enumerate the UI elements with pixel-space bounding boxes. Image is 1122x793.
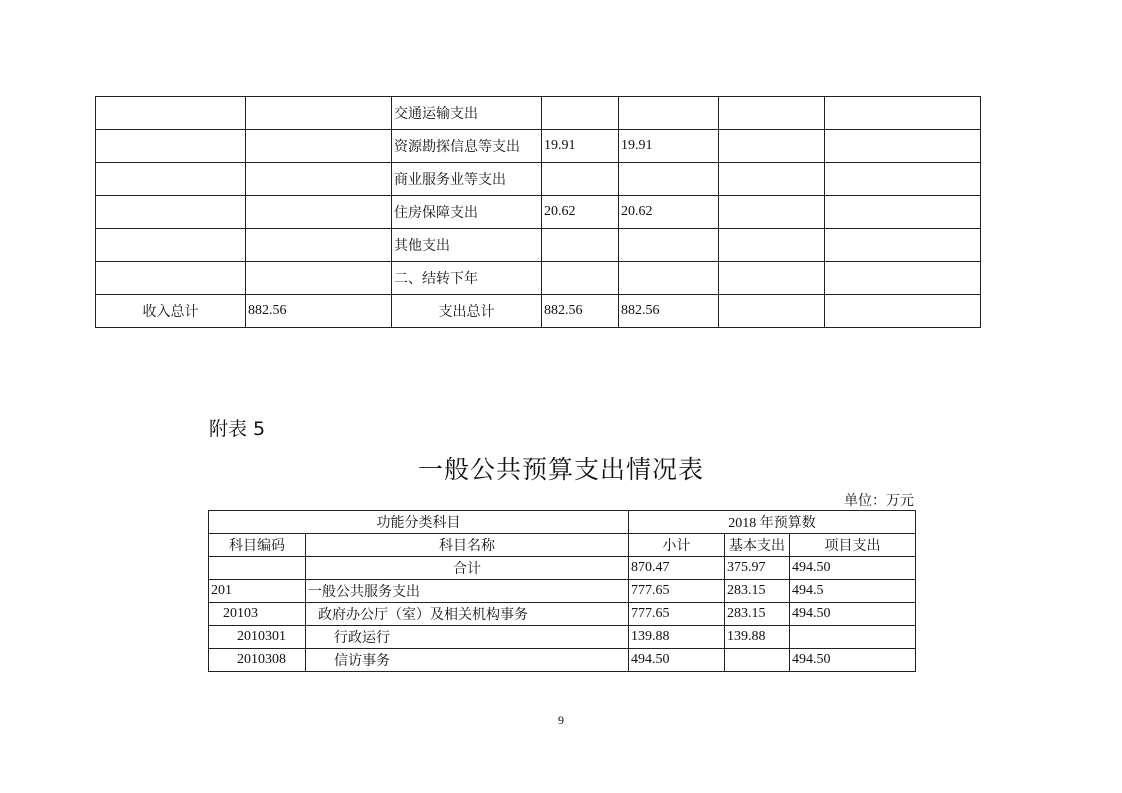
functional-classification-header: 功能分类科目 (209, 511, 629, 534)
row-basic (725, 649, 790, 672)
row-project: 494.50 (790, 603, 916, 626)
table-cell (719, 262, 825, 295)
table-cell (542, 262, 619, 295)
table-cell (825, 295, 981, 328)
row-basic: 139.88 (725, 626, 790, 649)
table-cell (619, 229, 719, 262)
table-cell (719, 196, 825, 229)
table-cell (619, 97, 719, 130)
row-subtotal: 494.50 (629, 649, 725, 672)
row-name: 行政运行 (306, 626, 629, 649)
col-header-code: 科目编码 (209, 534, 306, 557)
row-subtotal: 139.88 (629, 626, 725, 649)
table-cell (96, 229, 246, 262)
table-cell (719, 295, 825, 328)
row-code: 2010301 (209, 626, 306, 649)
row-code: 201 (209, 580, 306, 603)
table-cell (96, 97, 246, 130)
page-title: 一般公共预算支出情况表 (417, 455, 704, 484)
table-cell (825, 97, 981, 130)
total-subtotal: 870.47 (629, 557, 725, 580)
table-row (209, 649, 916, 672)
budget-year-header: 2018 年预算数 (629, 511, 916, 534)
row-subtotal: 777.65 (629, 580, 725, 603)
table-cell (825, 163, 981, 196)
header-group-row (209, 511, 916, 534)
table-row (96, 130, 981, 163)
table-cell: 资源勘探信息等支出 (392, 130, 542, 163)
table-cell (246, 262, 392, 295)
annex-label: 附表 5 (209, 418, 266, 440)
table-cell: 19.91 (619, 130, 719, 163)
row-basic: 283.15 (725, 603, 790, 626)
table-cell: 商业服务业等支出 (392, 163, 542, 196)
table-cell: 20.62 (542, 196, 619, 229)
page-number: 9 (558, 713, 564, 727)
table-cell (825, 130, 981, 163)
expense-total-value-2: 882.56 (619, 295, 719, 328)
table-cell (825, 196, 981, 229)
total-project: 494.50 (790, 557, 916, 580)
table-row (96, 163, 981, 196)
table-cell (542, 163, 619, 196)
table-cell (619, 163, 719, 196)
row-basic: 283.15 (725, 580, 790, 603)
col-header-basic: 基本支出 (725, 534, 790, 557)
table-cell: 19.91 (542, 130, 619, 163)
table-cell (542, 97, 619, 130)
col-header-project: 项目支出 (790, 534, 916, 557)
row-name: 政府办公厅（室）及相关机构事务 (306, 603, 629, 626)
table-cell (719, 130, 825, 163)
table-cell (719, 229, 825, 262)
income-expense-summary-table (95, 96, 981, 328)
table-cell (825, 229, 981, 262)
column-header-row (209, 534, 916, 557)
table-cell (96, 196, 246, 229)
table-row (209, 626, 916, 649)
table-cell (825, 262, 981, 295)
table-cell (246, 130, 392, 163)
expense-total-value: 882.56 (542, 295, 619, 328)
table-row (96, 97, 981, 130)
table-cell: 二、结转下年 (392, 262, 542, 295)
table-cell (209, 557, 306, 580)
total-basic: 375.97 (725, 557, 790, 580)
table-cell: 其他支出 (392, 229, 542, 262)
table-row (96, 196, 981, 229)
table-cell (96, 130, 246, 163)
table-row (209, 603, 916, 626)
table-cell (246, 97, 392, 130)
table-row (96, 229, 981, 262)
table-cell: 交通运输支出 (392, 97, 542, 130)
table-cell: 20.62 (619, 196, 719, 229)
table-cell (246, 196, 392, 229)
row-project: 494.50 (790, 649, 916, 672)
table-cell (246, 163, 392, 196)
total-row (209, 557, 916, 580)
total-label: 合计 (306, 557, 629, 580)
row-code: 20103 (209, 603, 306, 626)
table-cell (542, 229, 619, 262)
row-project: 494.5 (790, 580, 916, 603)
unit-label: 单位：万元 (844, 494, 914, 509)
row-code: 2010308 (209, 649, 306, 672)
table-cell (96, 262, 246, 295)
col-header-subtotal: 小计 (629, 534, 725, 557)
row-project (790, 626, 916, 649)
expense-total-label: 支出总计 (392, 295, 542, 328)
total-row (96, 295, 981, 328)
table-row (96, 262, 981, 295)
row-subtotal: 777.65 (629, 603, 725, 626)
table-row (209, 580, 916, 603)
row-name: 一般公共服务支出 (306, 580, 629, 603)
table-cell (619, 262, 719, 295)
table-cell (719, 163, 825, 196)
table-cell (246, 229, 392, 262)
table-cell (96, 163, 246, 196)
table-cell (719, 97, 825, 130)
col-header-name: 科目名称 (306, 534, 629, 557)
row-name: 信访事务 (306, 649, 629, 672)
income-total-label: 收入总计 (96, 295, 246, 328)
income-total-value: 882.56 (246, 295, 392, 328)
general-budget-expenditure-table (208, 510, 916, 672)
table-cell: 住房保障支出 (392, 196, 542, 229)
